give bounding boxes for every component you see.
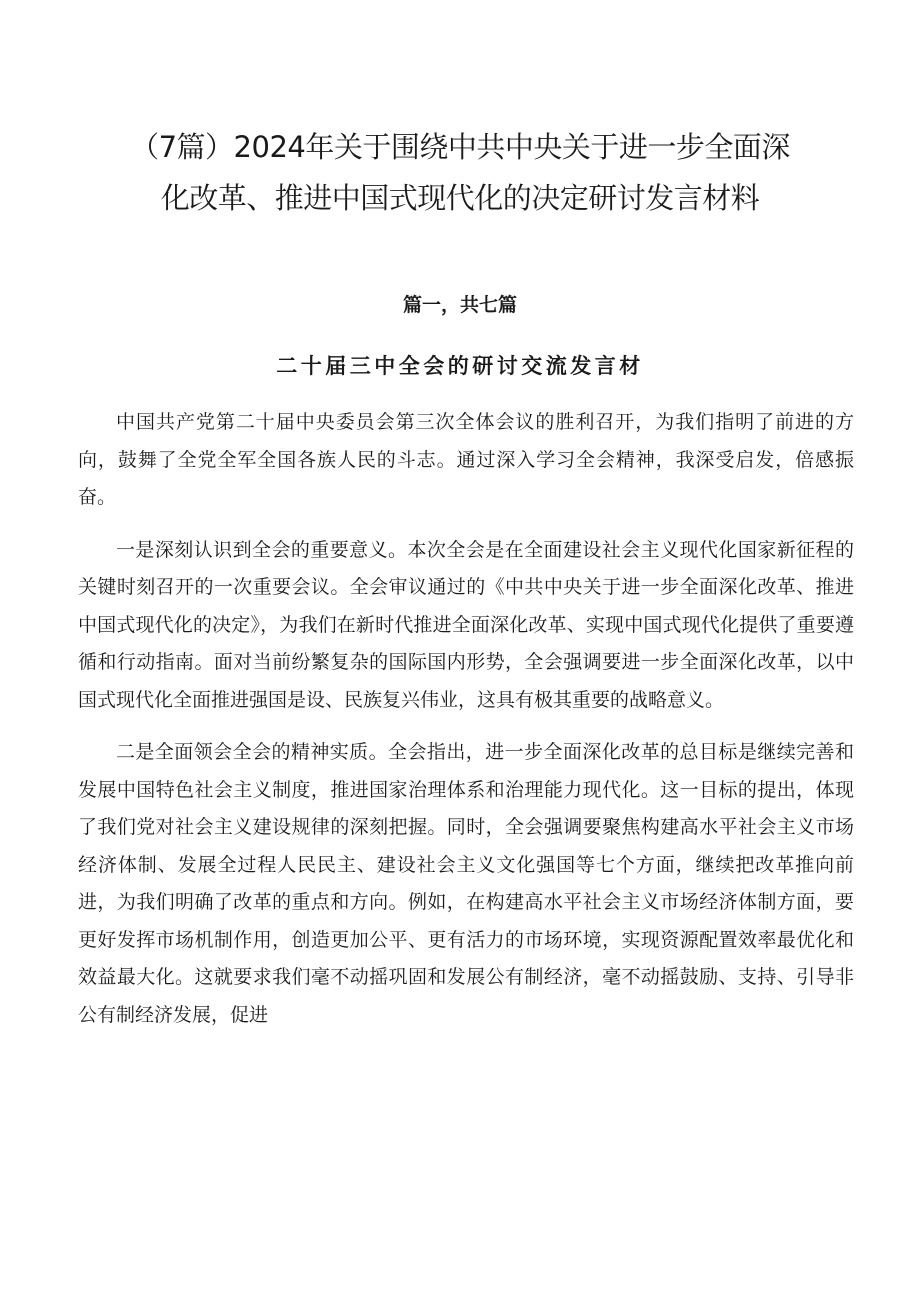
paragraph-intro: 中国共产党第二十届中央委员会第三次全体会议的胜利召开，为我们指明了前进的方向，鼓舞了全党全军全国各族人民的斗志。通过深入学习全会精神，我深受启发，倍感振奋。: [78, 411, 854, 508]
document-title-line-2: 化改革、推进中国式现代化的决定研讨发言材料: [160, 181, 760, 215]
document-title-line-1: （7篇）2024年关于围绕中共中央关于进一步全面深: [130, 130, 790, 164]
document-title: [90, 122, 830, 224]
sub-heading: 二十届三中全会的研讨交流发言材: [276, 353, 644, 378]
paragraph-point-one: 一是深刻认识到全会的重要意义。本次全会是在全面建设社会主义现代化国家新征程的关键时刻召开的一次重要会议。全会审议通过的《中共中央关于进一步全面深化改革、推进中国式现代化的决定》，为我们在新时代推进全面深化改革、实现中国式现代化提供了重要遵循和行动指南。面对当前纷繁复杂的国际国内形势，全会强调要进一步全面深化改革，以中国式现代化全面推进强国是设、民族复兴伟业，这具有极其重要的战略意义。: [78, 538, 854, 711]
paragraph-point-two: 二是全面领会全会的精神实质。全会指出，进一步全面深化改革的总目标是继续完善和发展中国特色社会主义制度，推进国家治理体系和治理能力现代化。这一目标的提出，体现了我们党对社会主义建设规律的深刻把握。同时，全会强调要聚焦构建高水平社会主义市场经济体制、发展全过程人民民主、建设社会主义文化强国等七个方面，继续把改革推向前进，为我们明确了改革的重点和方向。例如，在构建高水平社会主义市场经济体制方面，要更好发挥市场机制作用，创造更加公平、更有活力的市场环境，实现资源配置效率最优化和效益最大化。这就要求我们毫不动摇巩固和发展公有制经济，毫不动摇鼓励、支持、引导非公有制经济发展，促进: [78, 741, 854, 1026]
body-text: [78, 404, 854, 1049]
section-heading: 篇一，共七篇: [402, 294, 517, 316]
